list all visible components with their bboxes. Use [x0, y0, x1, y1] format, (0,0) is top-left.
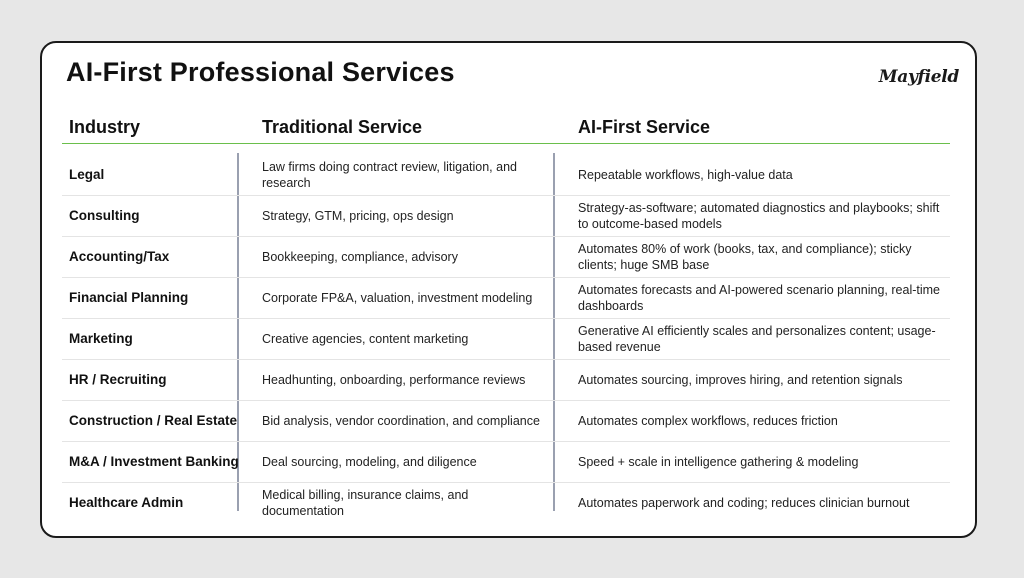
industry-cell: Consulting [69, 208, 140, 223]
traditional-cell: Medical billing, insurance claims, and documentation [262, 488, 469, 518]
traditional-cell: Creative agencies, content marketing [262, 332, 469, 346]
table-row [62, 155, 950, 196]
header-traditional-service: Traditional Service [262, 117, 423, 137]
traditional-cell: Corporate FP&A, valuation, investment modeling [262, 291, 533, 305]
traditional-cell: Bid analysis, vendor coordination, and compliance [262, 414, 540, 428]
industry-cell: Marketing [69, 331, 133, 346]
ai-first-cell: Speed + scale in intelligence gathering & modeling [578, 455, 859, 469]
table-row [62, 237, 950, 278]
industry-cell: HR / Recruiting [69, 372, 167, 387]
industry-cell: Healthcare Admin [69, 495, 184, 510]
table-row [62, 196, 950, 237]
traditional-cell: Headhunting, onboarding, performance reviews [262, 373, 526, 387]
table-body [62, 155, 950, 523]
ai-first-cell: Generative AI efficiently scales and personalizes content; usage-based revenue [578, 324, 936, 354]
ai-first-cell: Automates paperwork and coding; reduces clinician burnout [578, 496, 910, 510]
traditional-cell: Law firms doing contract review, litigation, and research [262, 160, 517, 190]
table-row [62, 360, 950, 401]
header-industry: Industry [69, 117, 141, 137]
page-title: AI-First Professional Services [66, 57, 455, 87]
table-row [62, 319, 950, 360]
traditional-cell: Strategy, GTM, pricing, ops design [262, 209, 454, 223]
table-header [62, 115, 950, 144]
ai-first-cell: Automates 80% of work (books, tax, and compliance); sticky clients; huge SMB base [578, 242, 912, 272]
traditional-cell: Bookkeeping, compliance, advisory [262, 250, 458, 264]
table-row [62, 278, 950, 319]
industry-cell: Financial Planning [69, 290, 189, 305]
ai-first-cell: Automates forecasts and AI-powered scenario planning, real-time dashboards [578, 283, 940, 313]
industry-cell: Accounting/Tax [69, 249, 170, 264]
table-row [62, 483, 950, 523]
industry-cell: M&A / Investment Banking [69, 454, 239, 469]
traditional-cell: Deal sourcing, modeling, and diligence [262, 455, 477, 469]
ai-first-cell: Repeatable workflows, high-value data [578, 168, 793, 182]
table-row [62, 401, 950, 442]
industry-cell: Legal [69, 167, 105, 182]
table-row [62, 442, 950, 483]
header-ai-first-service: AI-First Service [578, 117, 711, 137]
mayfield-logo: Mayfield [878, 67, 959, 87]
ai-first-cell: Automates complex workflows, reduces friction [578, 414, 838, 428]
ai-first-cell: Automates sourcing, improves hiring, and retention signals [578, 373, 903, 387]
industry-cell: Construction / Real Estate [69, 413, 238, 428]
ai-first-cell: Strategy-as-software; automated diagnostics and playbooks; shift to outcome-based models [578, 201, 940, 231]
slide-card [40, 41, 977, 538]
